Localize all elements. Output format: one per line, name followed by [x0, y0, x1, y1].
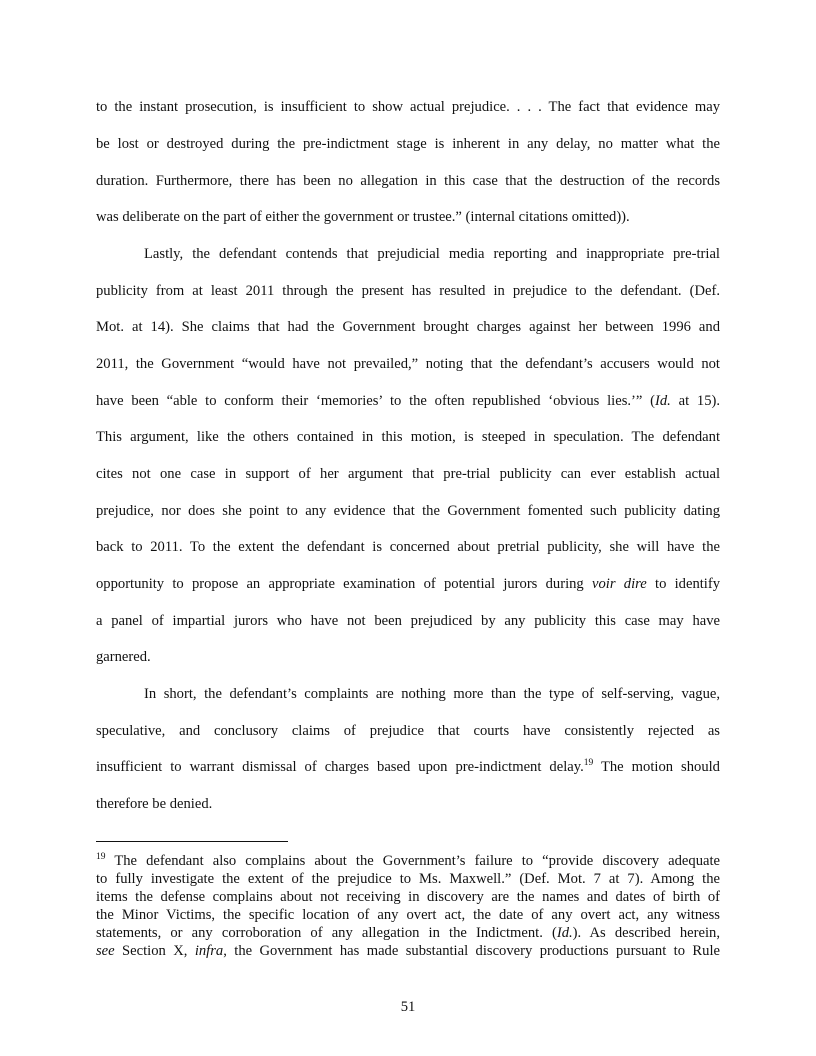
body-line: opportunity to propose an appropriate examination of potential jurors during voir dire to identify: [96, 576, 721, 592]
citation-id: Id.: [655, 393, 671, 409]
body-line: to the instant prosecution, is insufficient to show actual prejudice. . . . The fact that evidence may: [96, 99, 720, 115]
body-line: a panel of impartial jurors who have not been prejudiced by any publicity this case may have: [96, 613, 720, 629]
citation-id: Id.: [556, 925, 573, 941]
body-line: be lost or destroyed during the pre-indictment stage is inherent in any delay, no matter what the: [96, 136, 720, 152]
footnote-ref[interactable]: 19: [583, 758, 594, 769]
footnote-line: items the defense complains about not receiving in discovery are the names and dates of birth of: [96, 889, 720, 905]
body-line: Mot. at 14). She claims that had the Government brought charges against her between 1996 and: [96, 319, 720, 335]
infra-signal: infra: [194, 943, 224, 959]
body-line: publicity from at least 2011 through the present has resulted in prejudice to the defendant. (Def.: [96, 283, 720, 299]
body-line: This argument, like the others contained in this motion, is steeped in speculation. The defendant: [96, 429, 720, 445]
footnote-line: statements, or any corroboration of any allegation in the Indictment. (Id.). As described herein,: [96, 925, 720, 941]
body-line: duration. Furthermore, there has been no allegation in this case that the destruction of the records: [96, 173, 720, 189]
body-line: therefore be denied.: [96, 796, 213, 812]
body-line-paragraph-start: Lastly, the defendant contends that prejudicial media reporting and inappropriate pre-trial: [144, 246, 720, 262]
body-line: have been “able to conform their ‘memories’ to the often republished ‘obvious lies.’” (Id. at 15).: [96, 393, 720, 409]
body-line-paragraph-start: In short, the defendant’s complaints are nothing more than the type of self-serving, vague,: [144, 686, 720, 702]
footnote-line: to fully investigate the extent of the prejudice to Ms. Maxwell.” (Def. Mot. 7 at 7). Among the: [96, 871, 720, 887]
body-line: garnered.: [96, 649, 151, 665]
body-line: prejudice, nor does she point to any evidence that the Government fomented such publicity dating: [96, 503, 720, 519]
footnote-line: the Minor Victims, the specific location of any overt act, the date of any overt act, any witness: [96, 907, 720, 923]
body-line: back to 2011. To the extent the defendant is concerned about pretrial publicity, she will have the: [96, 539, 720, 555]
see-signal: see: [96, 943, 115, 959]
body-line: was deliberate on the part of either the government or trustee.” (internal citations omitted)).: [96, 209, 630, 225]
body-line: cites not one case in support of her argument that pre-trial publicity can ever establish actual: [96, 466, 720, 482]
footnote-line: $^{19}$ The defendant also complains about the Government’s failure to “provide discovery adequate: [96, 852, 720, 869]
body-line: 2011, the Government “would have not prevailed,” noting that the defendant’s accusers would not: [96, 356, 720, 372]
body-line: insufficient to warrant dismissal of charges based upon pre-indictment delay.$^{19}$ The motion should: [96, 758, 720, 775]
voir-dire-term: voir dire: [592, 576, 647, 592]
footnote-divider: [96, 841, 288, 842]
footnote-number: 19: [96, 852, 106, 863]
page-number: 51: [400, 999, 416, 1015]
body-line: speculative, and conclusory claims of prejudice that courts have consistently rejected as: [96, 723, 720, 739]
footnote-line: see Section X, infra, the Government has made substantial discovery productions pursuant to Rule: [96, 943, 720, 959]
